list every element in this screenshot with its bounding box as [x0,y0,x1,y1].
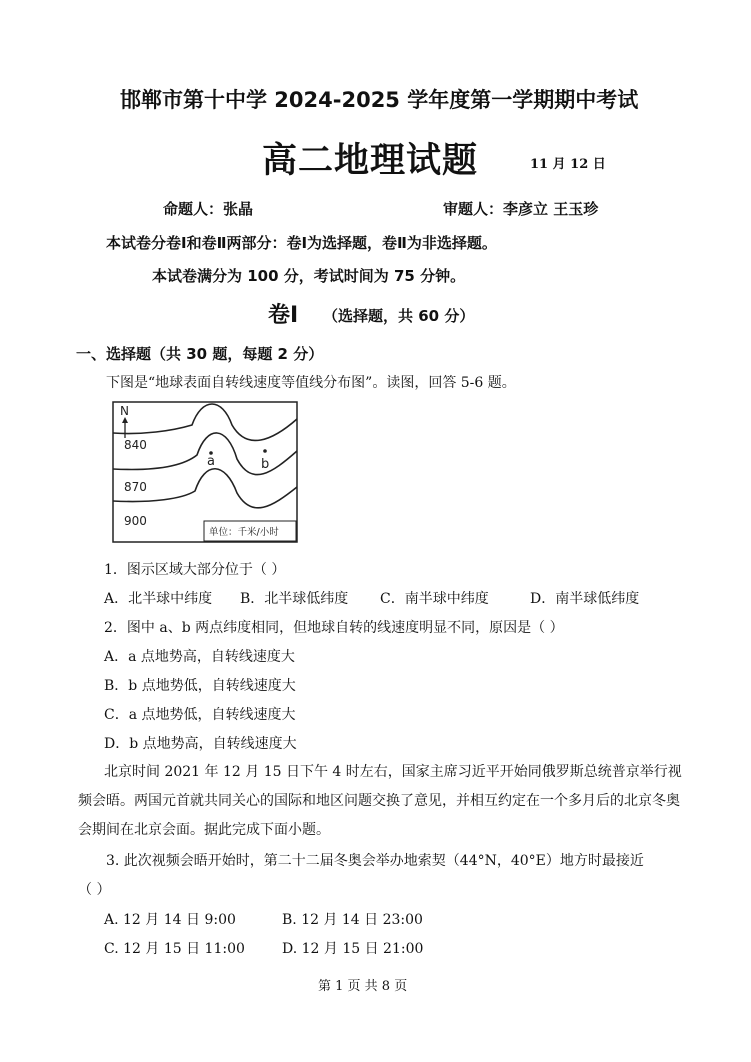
isoline-label-870: 870 [124,480,147,494]
q1-option-b: B．北半球低纬度 [240,591,349,607]
page-footer: 第 1 页 共 8 页 [318,979,408,994]
q1-option-a: A．北半球中纬度 [104,591,213,607]
q3-paren: （ ） [78,882,111,898]
school-title: 邯郸市第十中学 2024-2025 学年度第一学期期中考试 [120,88,639,112]
q1-option-c: C．南半球中纬度 [380,591,489,607]
q3-option-c: C. 12 月 15 日 11:00 [104,941,245,957]
reviewer: 审题人：李彦立 王玉珍 [443,200,599,218]
section-heading: 一、选择题（共 30 题，每题 2 分） [76,345,324,363]
part-title: 卷Ⅰ [268,303,299,328]
part-subtitle: （选择题，共 60 分） [323,307,475,325]
isoline-figure [112,401,298,543]
isoline-label-840: 840 [124,438,147,452]
subject-title: 高二地理试题 [262,141,479,181]
figure-intro: 下图是“地球表面自转线速度等值线分布图”。读图，回答 5-6 题。 [106,375,516,391]
q2-option-a: A．a 点地势高，自转线速度大 [104,649,295,665]
q3-option-b: B. 12 月 14 日 23:00 [282,912,423,928]
north-label: N [120,404,129,418]
q2-option-c: C．a 点地势低，自转线速度大 [104,707,296,723]
q3-option-a: A. 12 月 14 日 9:00 [104,912,236,928]
unit-label: 单位：千米/小时 [209,527,279,538]
setter: 命题人：张晶 [163,200,254,218]
q3-stem: 3. 此次视频会晤开始时，第二十二届冬奥会举办地索契（44°N，40°E）地方时最接近 [106,853,644,869]
exam-note-1: 本试卷分卷Ⅰ和卷Ⅱ两部分：卷Ⅰ为选择题，卷Ⅱ为非选择题。 [106,234,497,252]
q1-option-d: D．南半球低纬度 [530,591,640,607]
point-a-label: a [207,454,215,469]
isoline-label-900: 900 [124,514,147,528]
q1-stem: 1．图示区域大部分位于（ ） [104,562,286,578]
point-b-label: b [261,457,270,472]
q2-option-d: D．b 点地势高，自转线速度大 [104,736,297,752]
exam-date: 11 月 12 日 [530,157,606,172]
passage: 北京时间 2021 年 12 月 15 日下午 4 时左右，国家主席习近平开始同俄罗斯总统普京举行视频会晤。两国元首就共同关心的国际和地区问题交换了意见，并相互约定在一个多月后的北京冬奥会期间在北京会面。据此完成下面小题。 [78,764,682,838]
point-b-dot [263,449,267,453]
exam-note-2: 本试卷满分为 100 分，考试时间为 75 分钟。 [152,267,466,285]
q3-option-d: D. 12 月 15 日 21:00 [282,941,424,957]
q2-option-b: B．b 点地势低，自转线速度大 [104,678,296,694]
q2-stem: 2．图中 a、b 两点纬度相同，但地球自转的线速度明显不同，原因是（ ） [104,620,564,636]
